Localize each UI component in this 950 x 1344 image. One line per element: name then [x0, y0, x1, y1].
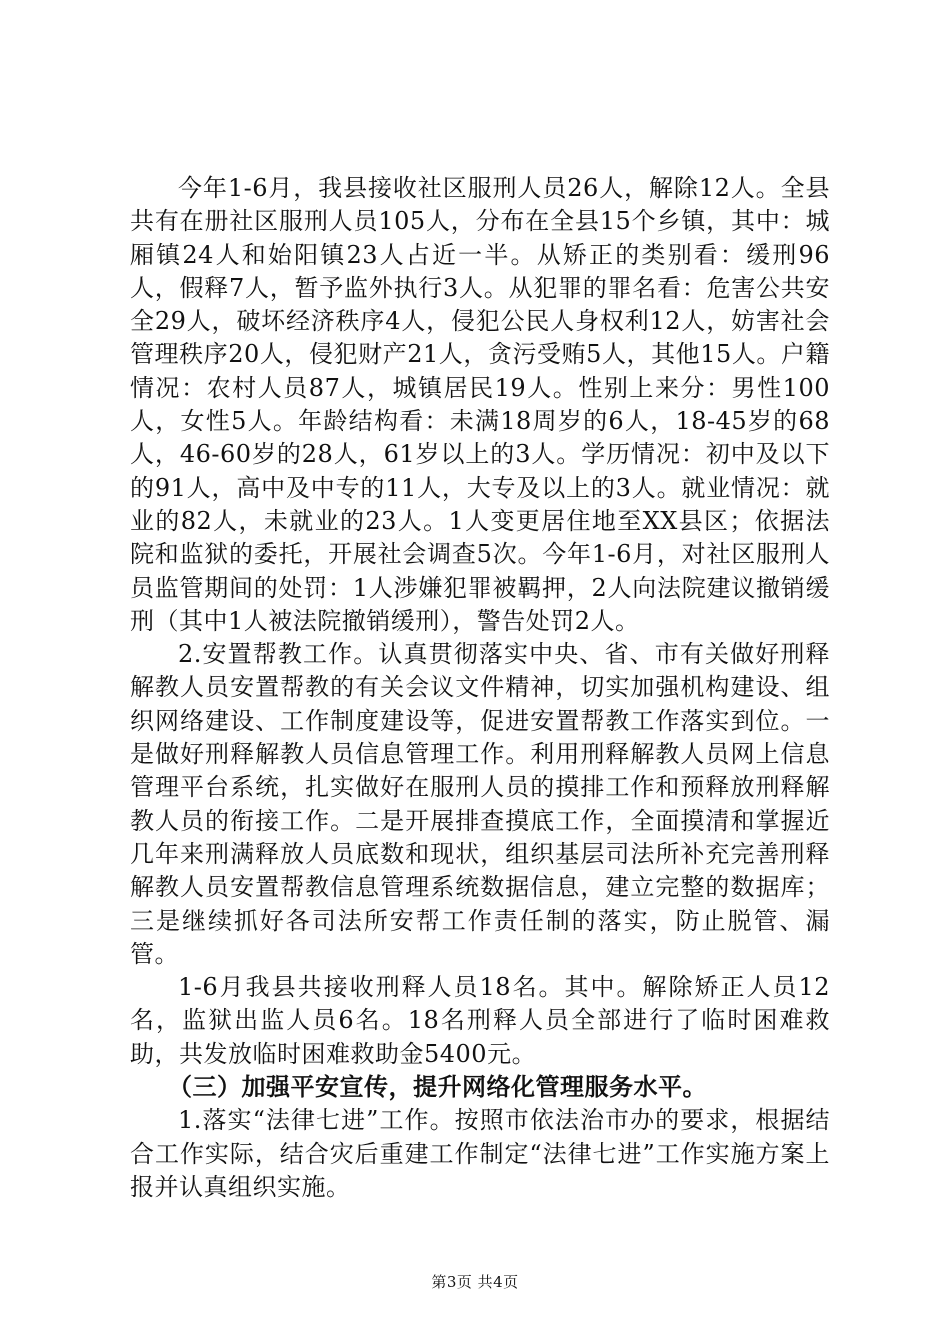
paragraph-released-persons: 1-6月我县共接收刑释人员18名。其中。解除矫正人员12名，监狱出监人员6名。18名刑释人员全部进行了临时困难救助，共发放临时困难救助金5400元。 [130, 973, 830, 1068]
page-number-footer: 第3页 共4页 [431, 1273, 519, 1291]
paragraph-community-corrections-stats: 今年1-6月，我县接收社区服刑人员26人，解除12人。全县共有在册社区服刑人员105人，分布在全县15个乡镇，其中：城厢镇24人和始阳镇23人占近一半。从矫正的类别看：缓刑96人，假释7人，暂予监外执行3人。从犯罪的罪名看：危害公共安全29人，破坏经济秩序4人，侵犯公民人身权利12人，妨害社会管理秩序20人，侵犯财产21人，贪污受贿5人，其他15人。户籍情况：农村人员87人，城镇居民19人。性别上来分：男性100人，女性5人。年龄结构看：未满18周岁的6人，18-45岁的68人，46-60岁的28人，61岁以上的3人。学历情况：初中及以下的91人，高中及中专的11人，大专及以上的3人。就业情况：就业的82人，未就业的23人。1人变更居住地至XX县区；依据法院和监狱的委托，开展社会调查5次。今年1-6月，对社区服刑人员监管期间的处罚：1人涉嫌犯罪被羁押，2人向法院建议撤销缓刑（其中1人被法院撤销缓刑），警告处罚2人。 [130, 174, 830, 635]
paragraph-law-seven-entries: 1.落实“法律七进”工作。按照市依法治市办的要求，根据结合工作实际，结合灾后重建工作制定“法律七进”工作实施方案上报并认真组织实施。 [130, 1106, 830, 1201]
section-heading: （三）加强平安宣传，提升网络化管理服务水平。 [168, 1073, 707, 1102]
paragraph-resettlement-work: 2.安置帮教工作。认真贯彻落实中央、省、市有关做好刑释解教人员安置帮教的有关会议文件精神，切实加强机构建设、组织网络建设、工作制度建设等，促进安置帮教工作落实到位。一是做好刑释解教人员信息管理工作。利用刑释解教人员网上信息管理平台系统，扎实做好在服刑人员的摸排工作和预释放刑释解教人员的衔接工作。二是开展排查摸底工作，全面摸清和掌握近几年来刑满释放人员底数和现状，组织基层司法所补充完善刑释解教人员安置帮教信息管理系统数据信息，建立完整的数据库；三是继续抓好各司法所安帮工作责任制的落实，防止脱管、漏管。 [130, 640, 830, 968]
document-body [130, 172, 830, 1204]
